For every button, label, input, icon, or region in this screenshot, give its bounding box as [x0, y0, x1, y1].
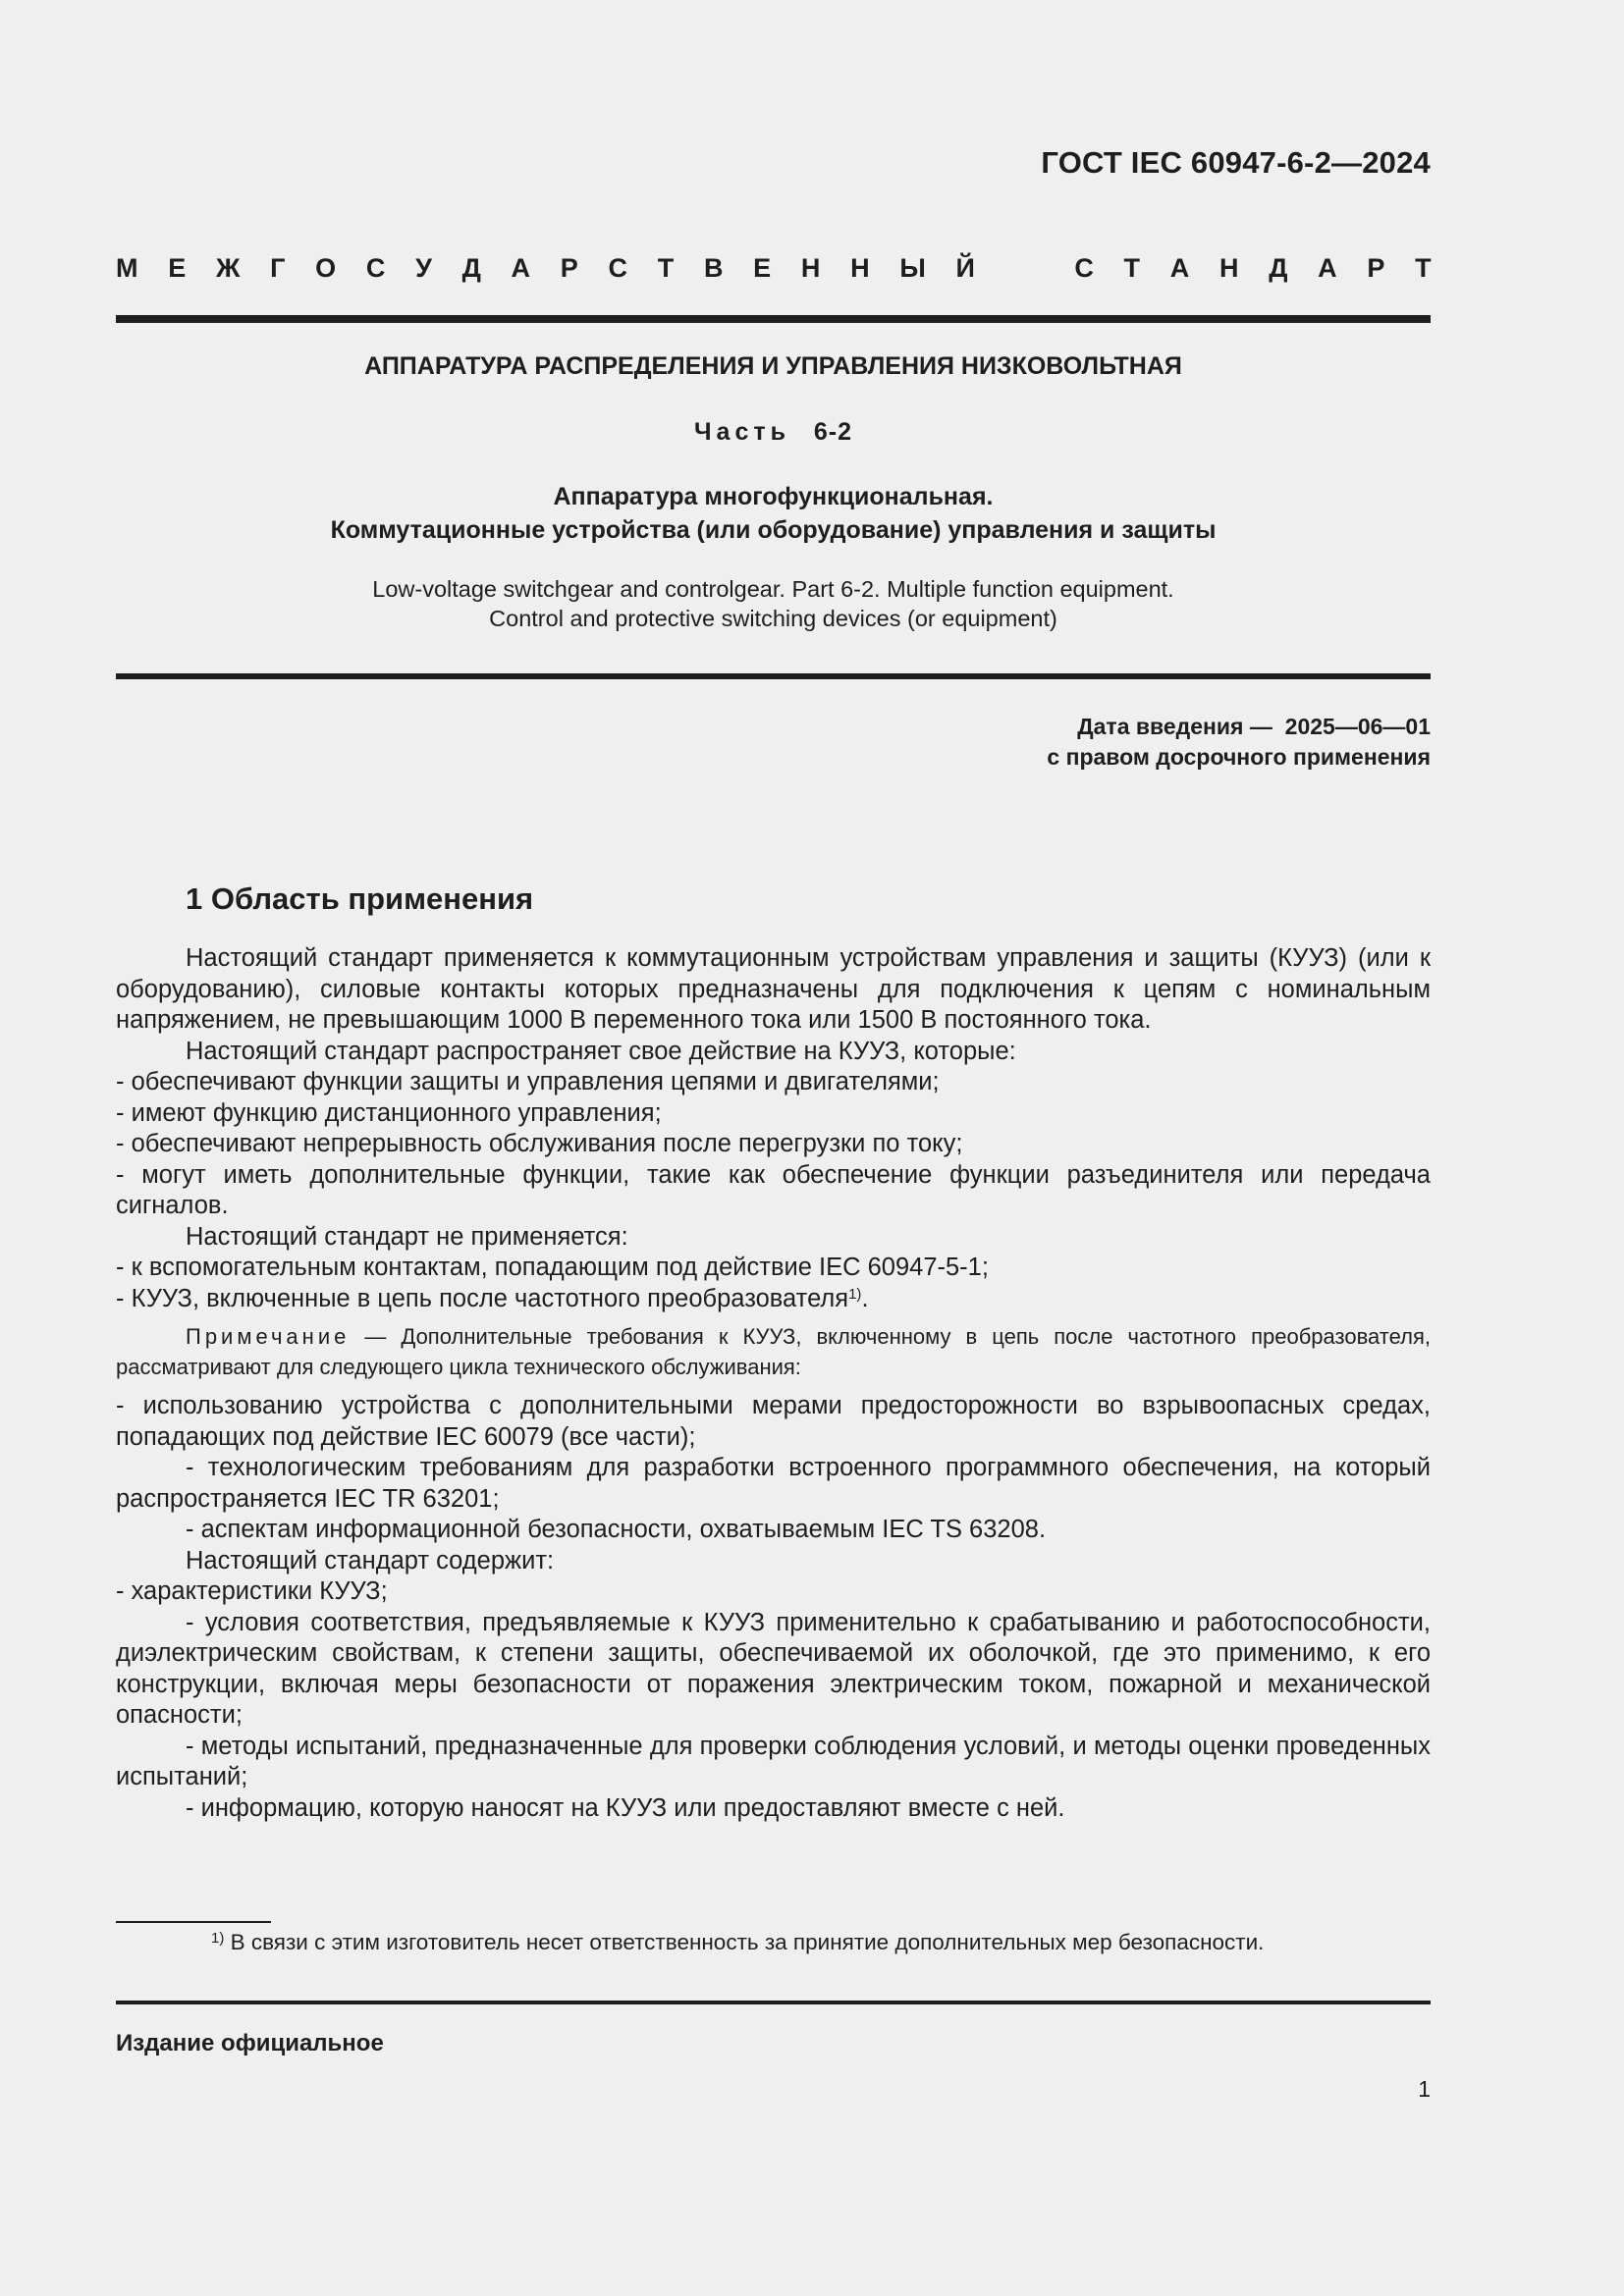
subtitle-line: Аппаратура многофункциональная. — [553, 483, 994, 510]
footnote-marker: 1) — [211, 1930, 225, 1947]
word-gap — [1005, 253, 1045, 284]
list-item: - характеристики КУУЗ; — [116, 1577, 388, 1605]
footnote-reference[interactable]: 1) — [848, 1285, 862, 1303]
footer-rule — [116, 2001, 1431, 2004]
english-title-line: Low-voltage switchgear and controlgear. Part 6-2. Multiple function equipment. — [372, 576, 1174, 602]
list-item: - аспектам информационной безопасности, охватываемым IEC TS 63208. — [186, 1516, 1047, 1543]
letter: Н — [800, 253, 821, 283]
paragraph: Настоящий стандарт содержит: — [186, 1546, 555, 1575]
list-item-end: . — [861, 1284, 869, 1312]
letter: Ы — [899, 253, 926, 283]
section-heading: 1 Область применения — [186, 881, 534, 916]
main-title: АППАРАТУРА РАСПРЕДЕЛЕНИЯ И УПРАВЛЕНИЯ НИЗКОВОЛЬТНАЯ — [364, 352, 1182, 380]
letter: Й — [955, 253, 975, 283]
note-text: — Дополнительные требования к КУУЗ, включенному в цепь после частотного преобразователя, рассматривают для следующего цикла технического обслуживания: — [116, 1324, 1431, 1379]
letter: С — [608, 253, 627, 283]
footnote — [211, 1930, 1264, 1955]
list-item — [116, 1284, 1431, 1315]
letter: О — [315, 253, 337, 283]
letter: А — [1169, 253, 1190, 283]
title-bottom-rule — [116, 673, 1431, 679]
paragraph: Настоящий стандарт применяется к коммутационным устройствам управления и защиты (КУУЗ) (или к оборудованию), силовые контакты которых предназначены для подключения к цепям с номинальным напряжением, не превышающим 1000 В переменного тока или 1500 В постоянного тока. — [116, 944, 1431, 1034]
edition-label: Издание официальное — [116, 2030, 384, 2056]
letter: Т — [1415, 253, 1432, 283]
letter: Т — [657, 253, 675, 283]
letter: Р — [560, 253, 578, 283]
letter: А — [511, 253, 531, 283]
note — [116, 1321, 1431, 1382]
english-title — [116, 574, 1431, 633]
list-item: - технологическим требованиям для разработки встроенного программного обеспечения, на который распространяется IEC TR 63201; — [116, 1454, 1431, 1513]
list-item: - использованию устройства с дополнительными мерами предосторожности во взрывоопасных средах, попадающих под действие IEC 60079 (все части); — [116, 1392, 1431, 1451]
letter: Н — [850, 253, 870, 283]
date-value: 2025—06—01 — [1284, 714, 1431, 739]
list-item-text: - КУУЗ, включенные в цепь после частотного преобразователя — [116, 1284, 849, 1312]
letter: Т — [1123, 253, 1141, 283]
letter: Д — [461, 253, 481, 283]
list-item: - могут иметь дополнительные функции, такие как обеспечение функции разъединителя или передача сигналов. — [116, 1160, 1431, 1219]
english-title-line: Control and protective switching devices (or equipment) — [489, 606, 1057, 631]
letter: Г — [270, 253, 286, 283]
top-rule — [116, 315, 1431, 323]
footnote-separator — [116, 1921, 271, 1923]
list-item: - методы испытаний, предназначенные для проверки соблюдения условий, и методы оценки проведенных испытаний; — [116, 1732, 1431, 1790]
early-application-note: с правом досрочного применения — [1047, 744, 1431, 770]
section-body — [116, 943, 1431, 1824]
letter: Е — [168, 253, 187, 283]
letter: Е — [753, 253, 772, 283]
list-item: - имеют функцию дистанционного управления; — [116, 1098, 662, 1127]
footnote-text: В связи с этим изготовитель несет ответственность за принятие дополнительных мер безопасности. — [224, 1930, 1265, 1954]
date-label: Дата введения — — [1077, 714, 1272, 739]
letter: А — [1318, 253, 1337, 283]
page-number: 1 — [1418, 2076, 1431, 2102]
list-item: - обеспечивают функции защиты и управления цепями и двигателями; — [116, 1068, 940, 1095]
letter: Н — [1218, 253, 1239, 283]
list-item: - условия соответствия, предъявляемые к КУУЗ применительно к срабатыванию и работоспособности, диэлектрическим свойствам, к степени защиты, обеспечиваемой их оболочкой, где это применимо, к его конструкции, включая меры безопасности от поражения электрическим током, пожарной и механической опасности; — [116, 1608, 1431, 1729]
list-item: - обеспечивают непрерывность обслуживания после перегрузки по току; — [116, 1130, 963, 1157]
part-label — [116, 418, 1431, 447]
letter: С — [365, 253, 386, 283]
document-number: ГОСТ IEC 60947-6-2—2024 — [1041, 145, 1431, 180]
list-item: - информацию, которую наносят на КУУЗ или предоставляют вместе с ней. — [186, 1793, 1065, 1822]
letter: М — [116, 253, 138, 283]
letter: В — [703, 253, 724, 283]
paragraph: Настоящий стандарт распространяет свое действие на КУУЗ, которые: — [186, 1037, 1016, 1065]
introduction-date-block — [1047, 712, 1431, 773]
introduction-date — [1047, 712, 1431, 742]
part-word: Часть — [693, 418, 790, 446]
letter: Р — [1367, 253, 1385, 283]
note-label: Примечание — [186, 1324, 351, 1349]
subtitle — [116, 480, 1431, 547]
letter: Ж — [215, 253, 241, 283]
letter: У — [415, 253, 432, 283]
list-item: - к вспомогательным контактам, попадающим под действие IEC 60947-5-1; — [116, 1254, 989, 1281]
subtitle-line: Коммутационные устройства (или оборудование) управления и защиты — [330, 516, 1217, 544]
letter: С — [1074, 253, 1094, 283]
part-number: 6-2 — [813, 418, 853, 446]
standard-type-heading — [116, 253, 1432, 284]
paragraph: Настоящий стандарт не применяется: — [186, 1222, 628, 1251]
letter: Д — [1269, 253, 1288, 283]
